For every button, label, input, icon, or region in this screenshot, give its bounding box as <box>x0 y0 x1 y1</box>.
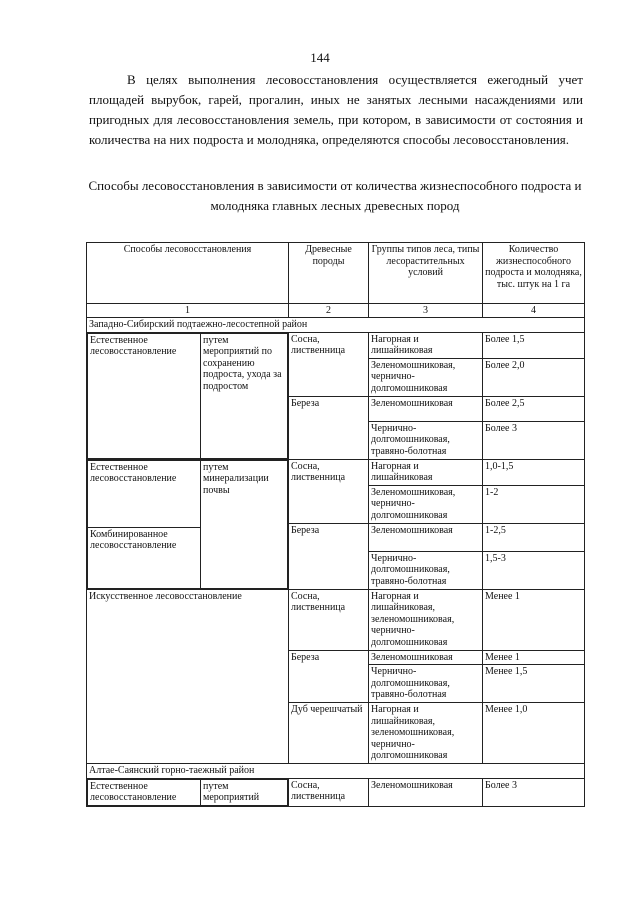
quantity-cell: 1,5-3 <box>483 551 585 589</box>
species-cell: Береза <box>289 396 369 459</box>
group-cell: Нагорная и лишайниковая <box>369 459 483 485</box>
group-cell: Нагорная и лишайниковая, зеленомошниковая, чернично-долгомошниковая <box>369 703 483 764</box>
quantity-cell: Более 2,0 <box>483 358 585 396</box>
method-name-combined: Комбинированное лесовосстановление <box>88 527 201 588</box>
quantity-cell: Менее 1 <box>483 589 585 650</box>
quantity-cell: Менее 1,0 <box>483 703 585 764</box>
intro-text: В целях выполнения лесовосстановления осуществляется ежегодный учет площадей вырубок, гарей, прогалин, иных не занятых лесными насаждениями или пригодных для лесовосстановления земель, при котором, в зависимости от состояния и количества на них подроста и молодняка, определяются способы лесовосстановления. <box>89 72 583 147</box>
region-row <box>87 764 585 779</box>
group-cell: Зеленомошниковая, чернично-долгомошниковая <box>369 485 483 523</box>
method-cell <box>87 332 289 459</box>
table-row <box>87 778 585 806</box>
method-name: Естественное лесовосстановление <box>88 779 201 805</box>
col-number: 3 <box>369 304 483 318</box>
species-cell: Сосна, лиственница <box>289 778 369 806</box>
header-forest-groups: Группы типов леса, типы лесорастительных условий <box>369 243 483 304</box>
method-cell: Искусственное лесовосстановление <box>87 589 289 764</box>
species-cell: Береза <box>289 650 369 703</box>
col-number: 2 <box>289 304 369 318</box>
group-cell: Чернично-долгомошниковая, травяно-болотная <box>369 551 483 589</box>
group-cell: Зеленомошниковая <box>369 778 483 806</box>
header-row <box>87 243 585 304</box>
method-name: Естественное лесовосстановление <box>88 460 201 527</box>
group-cell: Чернично-долгомошниковая, травяно-болотная <box>369 421 483 459</box>
method-means: путем мероприятий по сохранению подроста, ухода за подростом <box>201 333 288 458</box>
method-cell <box>87 778 289 806</box>
table-row <box>87 589 585 650</box>
quantity-cell: Более 3 <box>483 778 585 806</box>
quantity-cell: Более 3 <box>483 421 585 459</box>
region-row <box>87 318 585 333</box>
method-means: путем минерализации почвы <box>201 460 288 588</box>
region-title: Западно-Сибирский подтаежно-лесостепной район <box>87 318 585 333</box>
species-cell: Береза <box>289 523 369 589</box>
quantity-cell: 1-2,5 <box>483 523 585 551</box>
quantity-cell: Более 1,5 <box>483 332 585 358</box>
header-species: Древесные породы <box>289 243 369 304</box>
group-cell: Зеленомошниковая <box>369 396 483 421</box>
species-cell: Сосна, лиственница <box>289 589 369 650</box>
group-cell: Зеленомошниковая <box>369 650 483 665</box>
quantity-cell: Менее 1,5 <box>483 665 585 703</box>
group-cell: Зеленомошниковая <box>369 523 483 551</box>
table-row <box>87 332 585 358</box>
reforestation-table <box>86 242 585 807</box>
group-cell: Нагорная и лишайниковая, зеленомошниковая, чернично-долгомошниковая <box>369 589 483 650</box>
method-means: путем мероприятий <box>201 779 288 805</box>
species-cell: Сосна, лиственница <box>289 459 369 523</box>
col-number: 4 <box>483 304 585 318</box>
col-number: 1 <box>87 304 289 318</box>
header-quantity: Количество жизнеспособного подроста и молодняка, тыс. штук на 1 га <box>483 243 585 304</box>
group-cell: Зеленомошниковая, чернично-долгомошниковая <box>369 358 483 396</box>
quantity-cell: 1-2 <box>483 485 585 523</box>
header-methods: Способы лесовосстановления <box>87 243 289 304</box>
table-row <box>87 459 585 485</box>
column-number-row <box>87 304 585 318</box>
quantity-cell: Менее 1 <box>483 650 585 665</box>
quantity-cell: Более 2,5 <box>483 396 585 421</box>
species-cell: Дуб черешчатый <box>289 703 369 764</box>
method-name: Естественное лесовосстановление <box>88 333 201 458</box>
intro-paragraph <box>89 70 583 150</box>
table-heading: Способы лесовосстановления в зависимости от количества жизнеспособного подроста и молодняка главных лесных древесных пород <box>88 178 582 213</box>
species-cell: Сосна, лиственница <box>289 332 369 396</box>
group-cell: Нагорная и лишайниковая <box>369 332 483 358</box>
method-cell <box>87 459 289 589</box>
group-cell: Чернично-долгомошниковая, травяно-болотная <box>369 665 483 703</box>
region-title: Алтае-Саянский горно-таежный район <box>87 764 585 779</box>
quantity-cell: 1,0-1,5 <box>483 459 585 485</box>
page-number: 144 <box>310 50 330 65</box>
